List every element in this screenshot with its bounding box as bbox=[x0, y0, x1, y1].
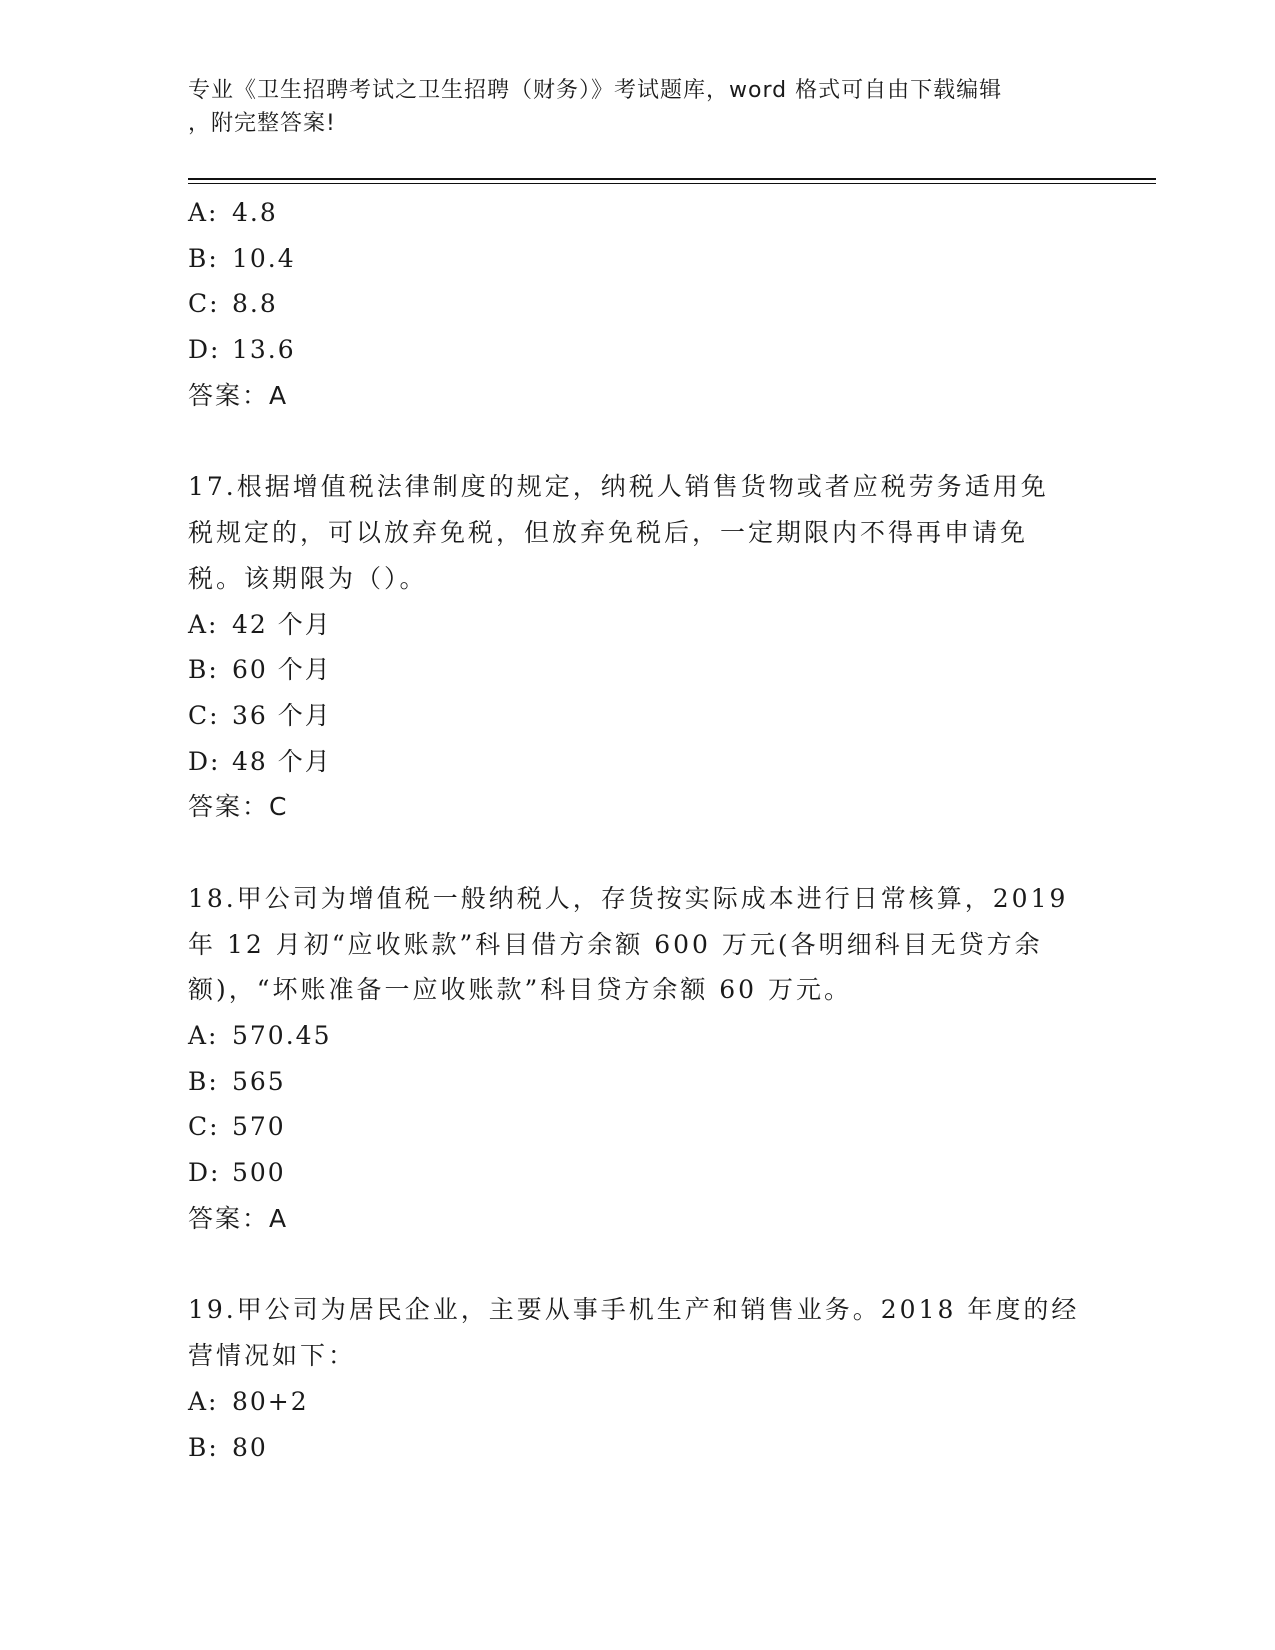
option-label: D: bbox=[188, 1158, 221, 1188]
option-label: C: bbox=[188, 700, 220, 730]
option-label: A: bbox=[188, 198, 219, 227]
option-b bbox=[188, 647, 1088, 693]
question-list bbox=[188, 190, 1088, 1470]
option-text: 570 bbox=[232, 1112, 286, 1142]
document-header bbox=[188, 74, 1088, 140]
option-label: C: bbox=[188, 1112, 220, 1142]
option-label: D: bbox=[188, 746, 221, 776]
option-label: A: bbox=[188, 609, 219, 639]
answer-line: 答案：A bbox=[188, 380, 289, 410]
option-label: A: bbox=[188, 1386, 219, 1416]
answer-line: 答案：C bbox=[188, 792, 289, 822]
question-stem-line: 17.根据增值税法律制度的规定，纳税人销售货物或者应税劳务适用免 bbox=[188, 472, 1049, 502]
option-text: 48 个月 bbox=[232, 746, 332, 776]
header-rule-thin bbox=[188, 183, 1156, 184]
option-d bbox=[188, 1150, 1088, 1196]
option-label: B: bbox=[188, 243, 219, 273]
question-stem-line: 18.甲公司为增值税一般纳税人，存货按实际成本进行日常核算，2019 bbox=[188, 883, 1069, 913]
option-c bbox=[188, 281, 1088, 327]
option-d bbox=[188, 327, 1088, 373]
option-a bbox=[188, 1013, 1088, 1059]
option-label: B: bbox=[188, 1432, 219, 1462]
option-text: 42 个月 bbox=[232, 609, 332, 639]
option-label: C: bbox=[188, 289, 220, 319]
option-label: A: bbox=[188, 1021, 219, 1050]
option-text: 36 个月 bbox=[232, 700, 332, 730]
header-rule-thick bbox=[188, 178, 1156, 180]
spacer bbox=[188, 830, 1088, 876]
option-text: 60 个月 bbox=[232, 655, 332, 685]
option-a bbox=[188, 602, 1088, 648]
question-stem-line: 营情况如下： bbox=[188, 1341, 357, 1371]
question-stem-line: 额)，“坏账准备一应收账款”科目贷方余额 60 万元。 bbox=[188, 975, 853, 1005]
option-text: 4.8 bbox=[232, 198, 278, 227]
option-label: B: bbox=[188, 1066, 219, 1096]
option-text: 13.6 bbox=[232, 335, 296, 365]
option-text: 80 bbox=[232, 1432, 268, 1462]
question-16-tail bbox=[188, 190, 1088, 418]
option-b bbox=[188, 1425, 1088, 1471]
option-a bbox=[188, 1379, 1088, 1425]
option-label: D: bbox=[188, 335, 221, 365]
question-stem-line: 税。该期限为（）。 bbox=[188, 563, 428, 593]
option-a bbox=[188, 190, 1088, 236]
question-stem-line: 19.甲公司为居民企业，主要从事手机生产和销售业务。2018 年度的经 bbox=[188, 1295, 1080, 1325]
option-d bbox=[188, 739, 1088, 785]
option-text: 565 bbox=[232, 1066, 286, 1096]
question-19 bbox=[188, 1287, 1088, 1470]
option-c bbox=[188, 693, 1088, 739]
spacer bbox=[188, 418, 1088, 464]
option-text: 500 bbox=[232, 1158, 286, 1188]
header-line-2: ，附完整答案! bbox=[188, 111, 336, 136]
spacer bbox=[188, 1241, 1088, 1287]
question-18 bbox=[188, 876, 1088, 1242]
question-17 bbox=[188, 464, 1088, 830]
option-text: 80+2 bbox=[232, 1386, 309, 1416]
option-b bbox=[188, 236, 1088, 282]
option-c bbox=[188, 1104, 1088, 1150]
question-stem-line: 年 12 月初“应收账款”科目借方余额 600 万元(各明细科目无贷方余 bbox=[188, 929, 1043, 959]
question-stem-line: 税规定的，可以放弃免税，但放弃免税后，一定期限内不得再申请免 bbox=[188, 518, 1029, 548]
option-text: 570.45 bbox=[232, 1021, 332, 1050]
answer-line: 答案：A bbox=[188, 1203, 289, 1233]
option-text: 8.8 bbox=[232, 289, 278, 319]
option-text: 10.4 bbox=[232, 243, 296, 273]
option-b bbox=[188, 1059, 1088, 1105]
option-label: B: bbox=[188, 655, 219, 685]
header-line-1: 专业《卫生招聘考试之卫生招聘（财务）》考试题库，word 格式可自由下载编辑 bbox=[188, 78, 1003, 103]
